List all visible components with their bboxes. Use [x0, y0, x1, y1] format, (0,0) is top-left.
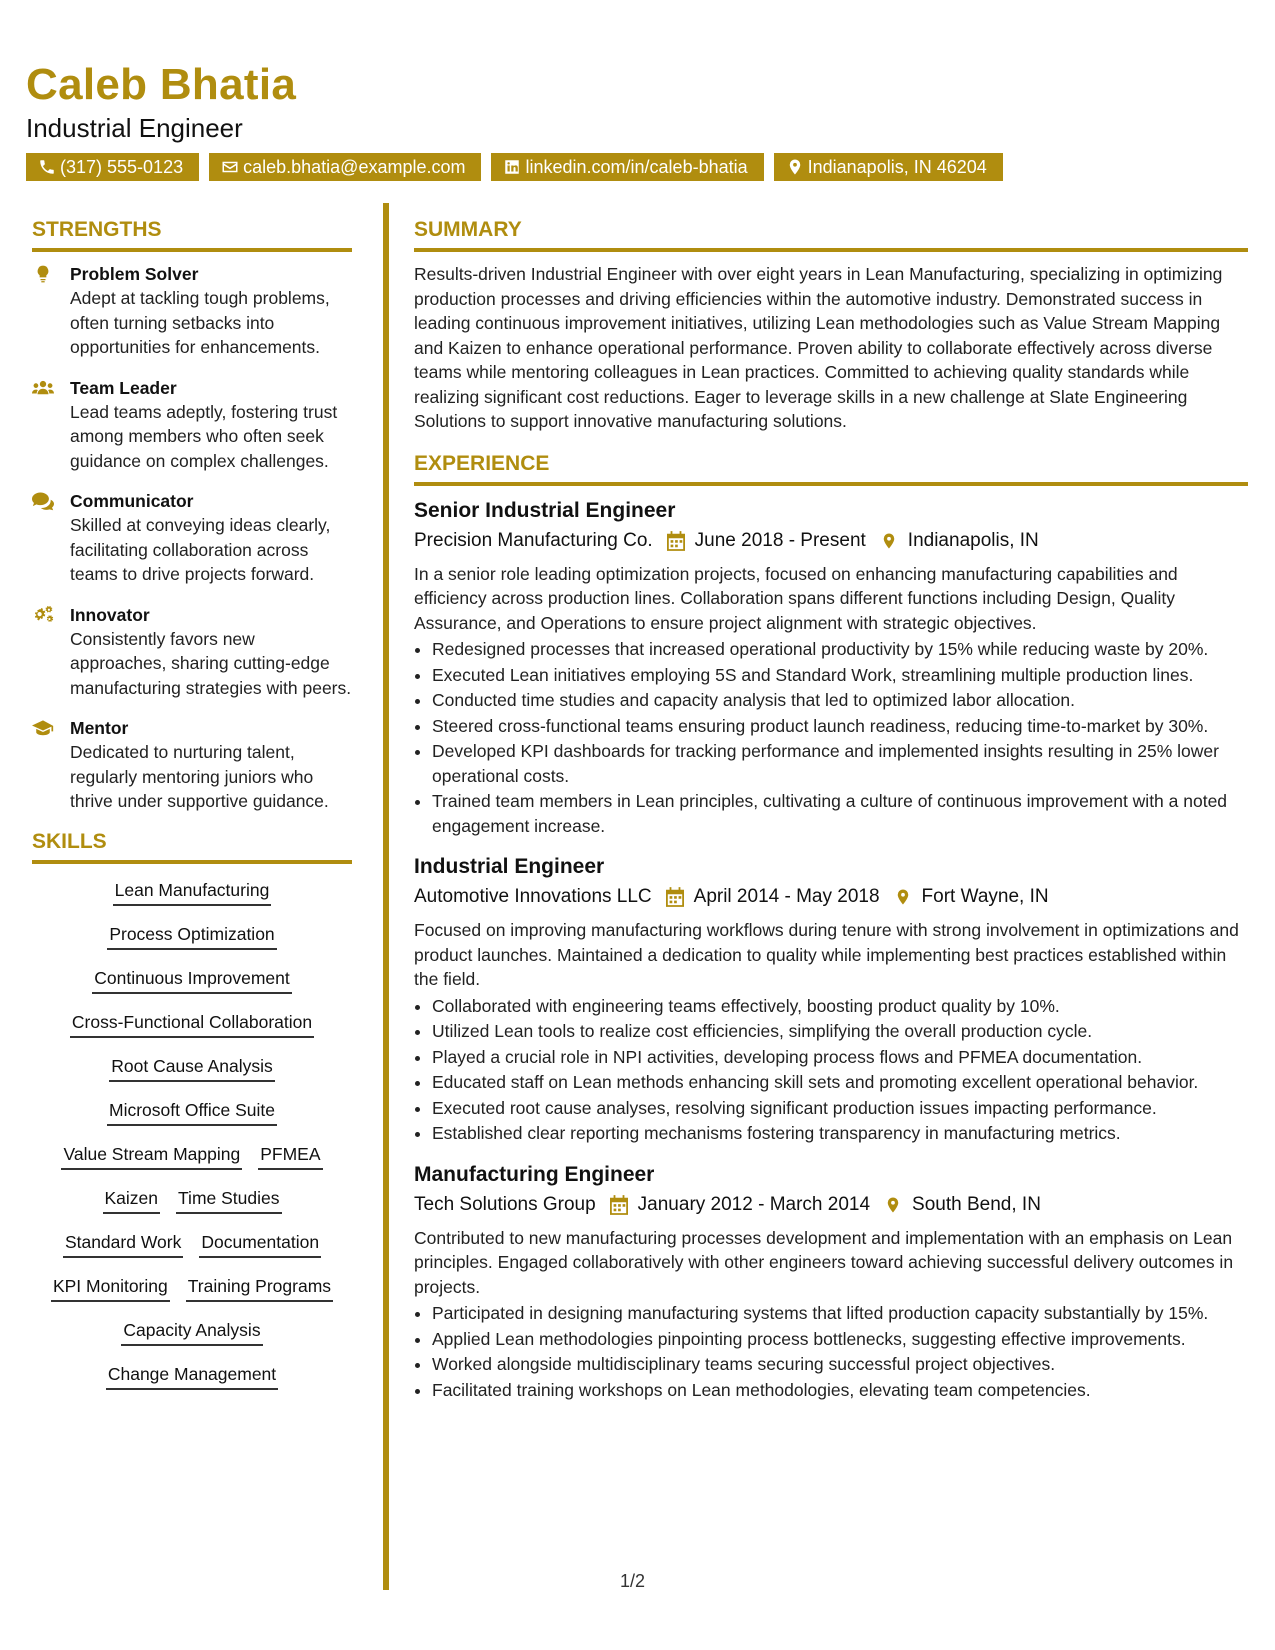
job-company: Tech Solutions Group: [414, 1193, 596, 1215]
strength-item: [32, 489, 352, 587]
users-icon: [32, 378, 54, 398]
skill-tag: Kaizen: [103, 1188, 161, 1214]
gears-icon: [32, 605, 54, 625]
list-item: • Established clear reporting mechanisms fostering transparency in manufacturing metrics.: [432, 1121, 1248, 1146]
location-text: Indianapolis, IN 46204: [807, 157, 987, 177]
strength-item: [32, 603, 352, 701]
map-pin-icon: [894, 887, 912, 907]
job-entry: [414, 496, 1248, 839]
list-item: • Played a crucial role in NPI activities, developing process flows and PFMEA documentation.: [432, 1045, 1248, 1070]
linkedin-icon: [503, 158, 521, 176]
map-pin-icon: [884, 1195, 902, 1215]
skill-tag: Capacity Analysis: [121, 1320, 262, 1346]
map-pin-icon: [880, 531, 898, 551]
strength-title: Mentor: [70, 718, 129, 738]
skills-section: [32, 830, 352, 1390]
strength-title: Communicator: [70, 491, 194, 511]
strength-desc: Dedicated to nurturing talent, regularly mentoring juniors who thrive under supportive guidance.: [70, 742, 329, 811]
strength-desc: Lead teams adeptly, fostering trust among members who often seek guidance on complex challenges.: [70, 401, 338, 471]
list-item: • Worked alongside multidisciplinary teams securing successful project objectives.: [432, 1352, 1248, 1377]
calendar-icon: [666, 887, 684, 907]
strength-title: Team Leader: [70, 377, 177, 398]
list-item: • Facilitated training workshops on Lean methodologies, elevating team competencies.: [432, 1378, 1248, 1403]
list-item: • Executed Lean initiatives employing 5S and Standard Work, streamlining multiple production lines.: [432, 663, 1248, 688]
job-description: Focused on improving manufacturing workflows during tenure with strong involvement in optimizations and product launches. Maintained a dedication to quality while implementing best practices established within the field.: [414, 920, 1239, 989]
skill-tag: Change Management: [106, 1364, 278, 1390]
experience-heading: EXPERIENCE: [414, 452, 1248, 486]
skill-tag: Training Programs: [186, 1276, 333, 1302]
linkedin-text: linkedin.com/in/caleb-bhatia: [525, 157, 748, 177]
skill-tag: Root Cause Analysis: [109, 1056, 274, 1082]
graduation-cap-icon: [32, 718, 54, 738]
list-item: • Utilized Lean tools to realize cost efficiencies, simplifying the overall production cycle.: [432, 1019, 1248, 1044]
summary-heading: SUMMARY: [414, 218, 1248, 252]
email-chip[interactable]: [209, 153, 481, 181]
list-item: • Trained team members in Lean principles, cultivating a culture of continuous improvement with a noted engagement increase.: [432, 789, 1248, 838]
column-divider: [383, 203, 389, 1590]
job-bullets: [414, 1301, 1248, 1402]
skill-tag: Cross-Functional Collaboration: [70, 1012, 314, 1038]
job-description: In a senior role leading optimization projects, focused on enhancing manufacturing capabilities and efficiency across production lines. Collaboration spans different functions including Design, Quality Assurance, and Operations to ensure project alignment with strategic objectives.: [414, 563, 1178, 633]
skill-tag: Microsoft Office Suite: [107, 1100, 277, 1126]
job-entry: [414, 852, 1248, 1146]
list-item: • Participated in designing manufacturing systems that lifted production capacity substantially by 15%.: [432, 1301, 1248, 1326]
strength-desc: Skilled at conveying ideas clearly, facilitating collaboration across teams to drive projects forward.: [70, 515, 331, 584]
strength-desc: Adept at tackling tough problems, often turning setbacks into opportunities for enhancements.: [70, 288, 330, 357]
job-bullets: [414, 637, 1248, 838]
job-dates: June 2018 - Present: [694, 529, 866, 551]
list-item: • Collaborated with engineering teams effectively, boosting product quality by 10%.: [432, 994, 1248, 1019]
job-entry: [414, 1160, 1248, 1403]
location-chip[interactable]: [774, 153, 1003, 181]
map-pin-icon: [786, 158, 804, 176]
candidate-name: Caleb Bhatia: [26, 60, 297, 109]
contact-bar: [26, 153, 1003, 181]
job-title: Industrial Engineer: [414, 855, 605, 878]
job-description: Contributed to new manufacturing processes development and implementation with an emphasis on Lean principles. Engaged collaboratively with other engineers toward achieving successful delivery outcomes in projects.: [414, 1227, 1234, 1297]
email-text: caleb.bhatia@example.com: [243, 157, 466, 177]
skill-tag: Lean Manufacturing: [113, 880, 272, 906]
strength-item: [32, 716, 352, 814]
list-item: • Conducted time studies and capacity analysis that led to optimized labor allocation.: [432, 688, 1248, 713]
phone-chip[interactable]: [26, 153, 199, 181]
right-column: [414, 218, 1248, 1416]
job-title: Senior Industrial Engineer: [414, 498, 676, 522]
strengths-heading: STRENGTHS: [32, 218, 352, 252]
job-location: South Bend, IN: [912, 1193, 1041, 1215]
job-title: Manufacturing Engineer: [414, 1162, 655, 1186]
lightbulb-icon: [32, 264, 54, 284]
linkedin-chip[interactable]: [491, 153, 763, 181]
summary-text: Results-driven Industrial Engineer with over eight years in Lean Manufacturing, specializing in optimizing production processes and driving efficiencies within the automotive industry. Demonstrated success in leading continuous improvement initiatives, utilizing Lean methodologies such as Value Stream Mapping and Kaizen to enhance operational performance. Proven ability to collaborate effectively across diverse teams while mentoring colleagues in Lean practices. Committed to achieving quality standards while realizing significant cost reductions. Eager to leverage skills in a new challenge at Slate Engineering Solutions to support innovative manufacturing solutions.: [414, 264, 1223, 431]
job-company: Precision Manufacturing Co.: [414, 529, 653, 551]
job-dates: April 2014 - May 2018: [693, 886, 880, 907]
strength-title: Innovator: [70, 604, 150, 625]
job-location: Indianapolis, IN: [907, 529, 1039, 551]
strength-item: [32, 376, 352, 474]
job-location: Fort Wayne, IN: [921, 886, 1049, 907]
chat-bubbles-icon: [32, 491, 54, 511]
job-dates: January 2012 - March 2014: [637, 1193, 871, 1215]
job-company: Automotive Innovations LLC: [414, 886, 652, 907]
skill-tag: Standard Work: [63, 1232, 183, 1258]
list-item: • Developed KPI dashboards for tracking performance and implemented insights resulting in 25% lower operational costs.: [432, 739, 1248, 788]
skill-tag: PFMEA: [258, 1144, 322, 1170]
candidate-title: Industrial Engineer: [26, 113, 243, 143]
left-column: [32, 218, 352, 1390]
strength-title: Problem Solver: [70, 264, 199, 284]
skill-tag: Value Stream Mapping: [61, 1144, 242, 1170]
phone-text: (317) 555-0123: [60, 157, 184, 177]
skill-tag: Continuous Improvement: [92, 968, 292, 994]
skills-heading: SKILLS: [32, 830, 352, 864]
strength-item: [32, 262, 352, 360]
list-item: • Steered cross-functional teams ensuring product launch readiness, reducing time-to-market by 30%.: [432, 714, 1248, 739]
skill-tag: KPI Monitoring: [51, 1276, 170, 1302]
skill-tag: Time Studies: [176, 1188, 281, 1214]
list-item: • Applied Lean methodologies pinpointing process bottlenecks, suggesting effective improvements.: [432, 1327, 1248, 1352]
strength-desc: Consistently favors new approaches, sharing cutting-edge manufacturing strategies with peers.: [70, 628, 352, 698]
list-item: • Redesigned processes that increased operational productivity by 15% while reducing waste by 20%.: [432, 637, 1248, 662]
calendar-icon: [610, 1195, 628, 1215]
skill-tag: Process Optimization: [107, 924, 276, 950]
calendar-icon: [667, 531, 685, 551]
list-item: • Executed root cause analyses, resolving significant production issues impacting performance.: [432, 1096, 1248, 1121]
skill-tag: Documentation: [199, 1232, 321, 1258]
envelope-icon: [221, 158, 239, 176]
phone-icon: [38, 158, 56, 176]
list-item: • Educated staff on Lean methods enhancing skill sets and promoting excellent operational behavior.: [432, 1070, 1248, 1095]
job-bullets: [414, 994, 1248, 1146]
page-number: 1/2: [620, 1571, 646, 1591]
